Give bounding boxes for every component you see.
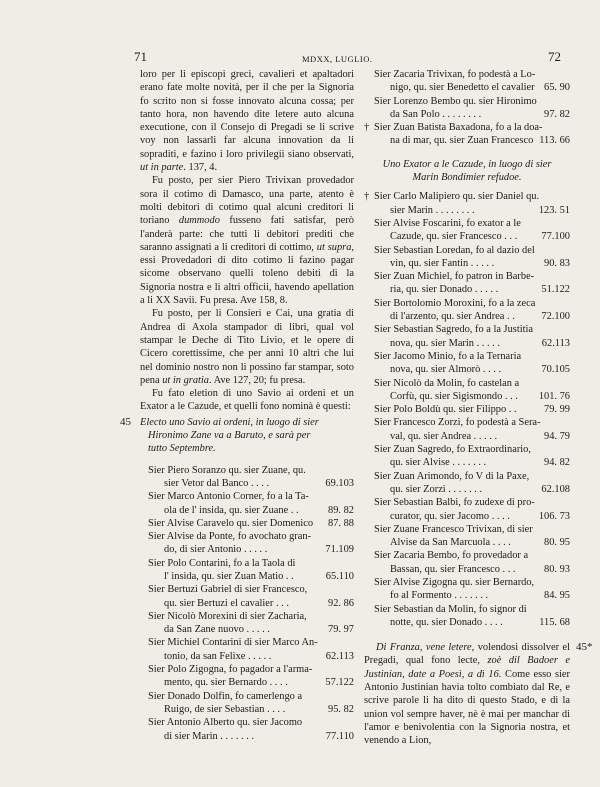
candidate-detail-line: Bassan, qu. sier Francesco . . . [390,563,516,575]
candidate-detail-line: di l'arzento, qu. sier Andrea . . [390,311,515,323]
candidate-detail-line: do, di sier Antonio . . . . . [164,544,268,556]
candidate-name-line: Sier Sebastian da Molin, fo signor di [374,603,527,615]
candidate-entry [374,549,570,576]
candidate-name-line: Sier Zuan Sagredo, fo Extraordinario, [374,444,531,456]
candidate-name-line: Sier Antonio Alberto qu. sier Jacomo [148,717,303,729]
vote-count: 79. 99 [544,404,570,416]
candidate-detail-line: curator, qu. sier Jacomo . . . . [390,510,510,522]
right-closing-paragraph [364,641,570,747]
elected-dagger-icon: † [364,122,370,134]
candidate-detail-line: fo al Formento . . . . . . . [390,590,489,602]
vote-count: 51.122 [541,284,570,296]
paragraph [140,174,354,307]
candidate-entry [148,517,354,530]
vote-count: 92. 86 [328,597,354,609]
candidate-name-line: Sier Zuane Francesco Trivixan, di sier [374,523,533,535]
italic-text: ut in parte [140,162,184,174]
vote-count: 70.105 [541,364,570,376]
candidate-entry [374,523,570,550]
candidate-detail-line: Cazude, qu. sier Francesco . . . [390,231,518,243]
candidate-name-line: Sier Polo Zigogna, fo pagador a l'arma- [148,664,313,676]
candidate-detail-line: tonio, da san Felixe . . . . . [164,650,272,662]
candidate-entry [364,190,570,217]
vote-count: 115. 68 [539,616,570,628]
text-run: , volendosi dissolver el Pregadi, qual fono lecte, [364,642,570,667]
vote-count: 79. 97 [328,624,354,636]
text-run: . Ave 127, 20; fu presa. [208,374,306,386]
left-heading-line1: Electo uno Savio ai ordeni, in luogo di sier [140,416,319,428]
candidate-entry [374,416,570,443]
candidate-name-line: Sier Sebastian Balbi, fo zudexe di pro- [374,497,535,509]
text-run: Fu posto, per sier Piero Trivixan provedador sora il cotimo di Damasco, una parte, atento è molti debitori di cotimo qual alcuni creditori li toriano [140,175,354,227]
candidate-detail-line: Alvise da San Marcuola . . . . [390,537,511,549]
vote-count: 101. 76 [538,390,570,402]
candidate-entry [374,68,570,95]
candidate-entry [374,95,570,122]
paragraph [140,307,354,387]
candidate-detail-line: di sier Marin . . . . . . . [164,730,255,742]
candidate-name-line: Sier Bertuzi Gabriel di sier Francesco, [148,584,308,596]
candidate-detail-line: na di mar, qu. sier Zuan Francesco [390,135,534,147]
vote-count: 71.109 [325,544,354,556]
candidate-name-line: Sier Polo Boldù qu. sier Filippo . . [374,404,517,416]
candidate-name-line: Sier Alvise Caravelo qu. sier Domenico [148,517,314,529]
candidate-name-line: Sier Nicolò Morexini di sier Zacharia, [148,610,307,622]
candidate-detail-line: sier Marin . . . . . . . . [390,204,475,216]
candidate-name-line: Sier Alvise Foscarini, fo exator a le [374,217,521,229]
vote-count: 84. 95 [544,590,570,602]
candidate-name-line: Sier Alvise da Ponte, fo avochato gran- [148,531,312,543]
candidate-entry [374,270,570,297]
right-election-heading [364,158,570,185]
candidate-entry [374,297,570,324]
vote-count: 72.100 [541,311,570,323]
vote-count: 106. 73 [538,510,570,522]
italic-text: dummodo [178,215,220,227]
italic-text: ut supra [316,241,352,253]
vote-count: 94. 79 [544,430,570,442]
candidate-detail-line: nova, qu. sier Marin . . . . . [390,337,500,349]
candidate-name-line: Sier Jacomo Minio, fo a la Ternaria [374,350,522,362]
candidate-entry [148,663,354,690]
candidate-entry [148,610,354,637]
candidate-name-line: Sier Zuan Michiel, fo patron in Barbe- [374,271,535,283]
candidate-entry [148,464,354,491]
candidate-name-line: Sier Marco Antonio Corner, fo a la Ta- [148,491,309,503]
text-run: , [419,642,426,654]
candidate-entry [374,217,570,244]
left-heading-line3: tutto Septembre. [148,443,216,455]
vote-count: 69.103 [325,477,354,489]
vote-count: 65.110 [325,570,354,582]
candidate-detail-line: sier Vetor dal Banco . . . . [164,477,270,489]
candidate-detail-line: ola de l' insida, qu. sier Zuane . . [164,504,299,516]
vote-count: 94. 82 [544,457,570,469]
right-heading-line1: Uno Exator a le Cazude, in luogo di sier [382,158,552,170]
right-heading-line2: Marin Bondimier refudoe. [412,172,522,184]
vote-count: 80. 95 [544,537,570,549]
candidate-entry [148,557,354,584]
candidate-name-line: Sier Donado Dolfin, fo camerlengo a [148,690,303,702]
left-heading-line2: Hironimo Zane va a Baruto, e sarà per [148,430,311,442]
candidate-entry [374,470,570,497]
italic-text: Di Franza [376,642,420,654]
candidate-detail-line: Ruigo, de sier Sebastian . . . . [164,703,286,715]
vote-count: 90. 83 [544,257,570,269]
text-run: Fu fato eletion di uno Savio ai ordeni et un Exator a le Cazude, et quelli fono nominà è questi: [140,388,354,413]
page-number-right: 72 [548,49,561,64]
candidate-entry [374,323,570,350]
candidate-name-line: Sier Zuan Arimondo, fo V di la Paxe, [374,470,530,482]
italic-text: vene letere [425,642,472,654]
paragraph [140,387,354,414]
text-run: fusseno fati satisfar, però l'anderà parte: che tutti li debitori prediti che saranno assignati a li creditori di cottimo, [140,215,354,253]
italic-text: ut in gratia [162,374,209,386]
vote-count: 77.110 [325,730,354,742]
candidate-entry [374,576,570,603]
left-candidate-list [140,464,354,743]
elected-dagger-icon: † [364,191,370,203]
paragraph [140,68,354,174]
candidate-name-line: Sier Zuan Batista Baxadona, fo a la doa- [374,122,543,134]
candidate-entry [374,443,570,470]
candidate-detail-line: mento, qu. sier Bernardo . . . . [164,677,288,689]
candidate-name-line: Sier Bortolomio Moroxini, fo a la zeca [374,297,536,309]
candidate-entry [374,350,570,377]
candidate-entry [364,121,570,148]
right-candidate-list [364,190,570,629]
left-election-heading [140,416,354,456]
vote-count: 65. 90 [544,82,570,94]
text-run: , essi Provedadori di dito cotimo li fazino pagar sicome observano quelli toleno debiti di la Signoria nostra e li altri officii, havendo apellation a li XX Savii. Fu presa. Ave 158, 8. [140,241,354,307]
candidate-entry [374,496,570,523]
vote-count: 77.100 [541,231,570,243]
vote-count: 87. 88 [328,517,354,529]
candidate-name-line: Sier Polo Contarini, fo a la Taola di [148,557,296,569]
text-run: . 137, 4. [183,162,218,174]
candidate-name-line: Sier Francesco Zorzi, fo podestà a Sera- [374,417,541,429]
candidate-detail-line: val, qu. sier Andrea . . . . . [390,430,498,442]
candidate-detail-line: da San Polo . . . . . . . . [390,108,482,120]
candidate-name-line: Sier Sebastian Sagredo, fo a la Justitia [374,324,534,336]
candidate-name-line: Sier Zacaria Trivixan, fo podestà a Lo- [374,69,536,80]
vote-count: 113. 66 [539,135,570,147]
candidate-entry [148,690,354,717]
candidate-detail-line: notte, qu. sier Donado . . . . [390,616,503,628]
candidate-detail-line: qu. sier Bertuzi el cavalier . . . [164,597,289,609]
vote-count: 95. 82 [328,703,354,715]
vote-count: 62.113 [325,650,354,662]
right-top-candidate-list [364,68,570,148]
vote-count: 97. 82 [544,108,570,120]
candidate-entry [148,636,354,663]
page-number-left: 71 [134,49,147,64]
candidate-name-line: Sier Lorenzo Bembo qu. sier Hironimo [374,95,537,107]
candidate-detail-line: l' insida, qu. sier Zuan Matio . . [164,570,294,582]
candidate-detail-line: nigo, qu. sier Benedetto el cavalier [390,82,535,94]
candidate-name-line: Sier Michiel Contarini di sier Marco An- [148,637,318,649]
vote-count: 57.122 [325,677,354,689]
candidate-name-line: Sier Zacaria Bembo, fo provedador a [374,550,529,562]
vote-count: 62.113 [541,337,570,349]
candidate-detail-line: nova, qu. sier Almorò . . . . [390,364,502,376]
vote-count: 89. 82 [328,504,354,516]
vote-count: 80. 93 [544,563,570,575]
vote-count: 62.108 [541,483,570,495]
candidate-entry [374,377,570,404]
candidate-detail-line: qu. sier Zorzi . . . . . . . [390,483,483,495]
candidate-entry [374,244,570,271]
text-run: loro per li episcopi greci, cavalieri et apaltadori erano fate molte novità, per il che per la Signoria fo scrito non si fosse innovato alcuna cossa; per tanto hora, non havendo dite letere auto alcuna executione, con il Consejo di Pregadi se li scrive voy non lassarli far alcuna innovation da li sopraditi, e fazino i loro privilegii siano observati, [140,69,354,160]
candidate-detail-line: da San Zane nuovo . . . . . [164,624,270,636]
candidate-name-line: Sier Carlo Malipiero qu. sier Daniel qu. [374,191,540,203]
candidate-entry [148,716,354,743]
text-run: Come esso sier Antonio Justinian havia tolto combiato dal Re, e scrive parole li ha dito di questo Stado, e di la union vol sempre haver, nè è mai per manchar di l'amor e benivolentia con la Signoria nostra, et venendo a Lion, [364,668,570,747]
vote-count: 123. 51 [538,204,570,216]
candidate-detail-line: ria, qu. sier Donado . . . . . [390,284,499,296]
candidate-name-line: Sier Nicolò da Molin, fo castelan a [374,377,520,389]
right-column [364,68,570,748]
text-run: Fu posto, per li Consieri e Cai, una gratia di Andrea di Axola stampador di libri, qual vol stampar le Deche di Tito Livio, et le opere di Cicero corettissime, che per anni 10 altri che lui nel dominio nostro non li possino far stampar, soto pena [140,308,354,386]
running-title: MDXX, LUGLIO. [302,54,373,64]
margin-number-left: 45 [120,415,131,428]
candidate-detail-line: qu. sier Alvise . . . . . . . [390,457,487,469]
margin-number-right: 45* [576,641,593,654]
italic-text: zoè dil Badoer e Justinian, date a Poesì, a dì 16. [364,655,570,680]
left-paragraphs [140,68,354,414]
candidate-entry [374,403,570,416]
candidate-entry [148,490,354,517]
candidate-detail-line: vin, qu. sier Fantin . . . . . [390,257,495,269]
candidate-entry [374,603,570,630]
candidate-entry [148,530,354,557]
candidate-name-line: Sier Alvise Zigogna qu. sier Bernardo, [374,576,535,588]
candidate-entry [148,583,354,610]
left-column [140,68,354,743]
candidate-name-line: Sier Sebastian Loredan, fo al dazio del [374,244,535,256]
candidate-name-line: Sier Piero Soranzo qu. sier Zuane, qu. [148,464,306,476]
candidate-detail-line: Corfù, qu. sier Sigismondo . . . [390,390,518,402]
